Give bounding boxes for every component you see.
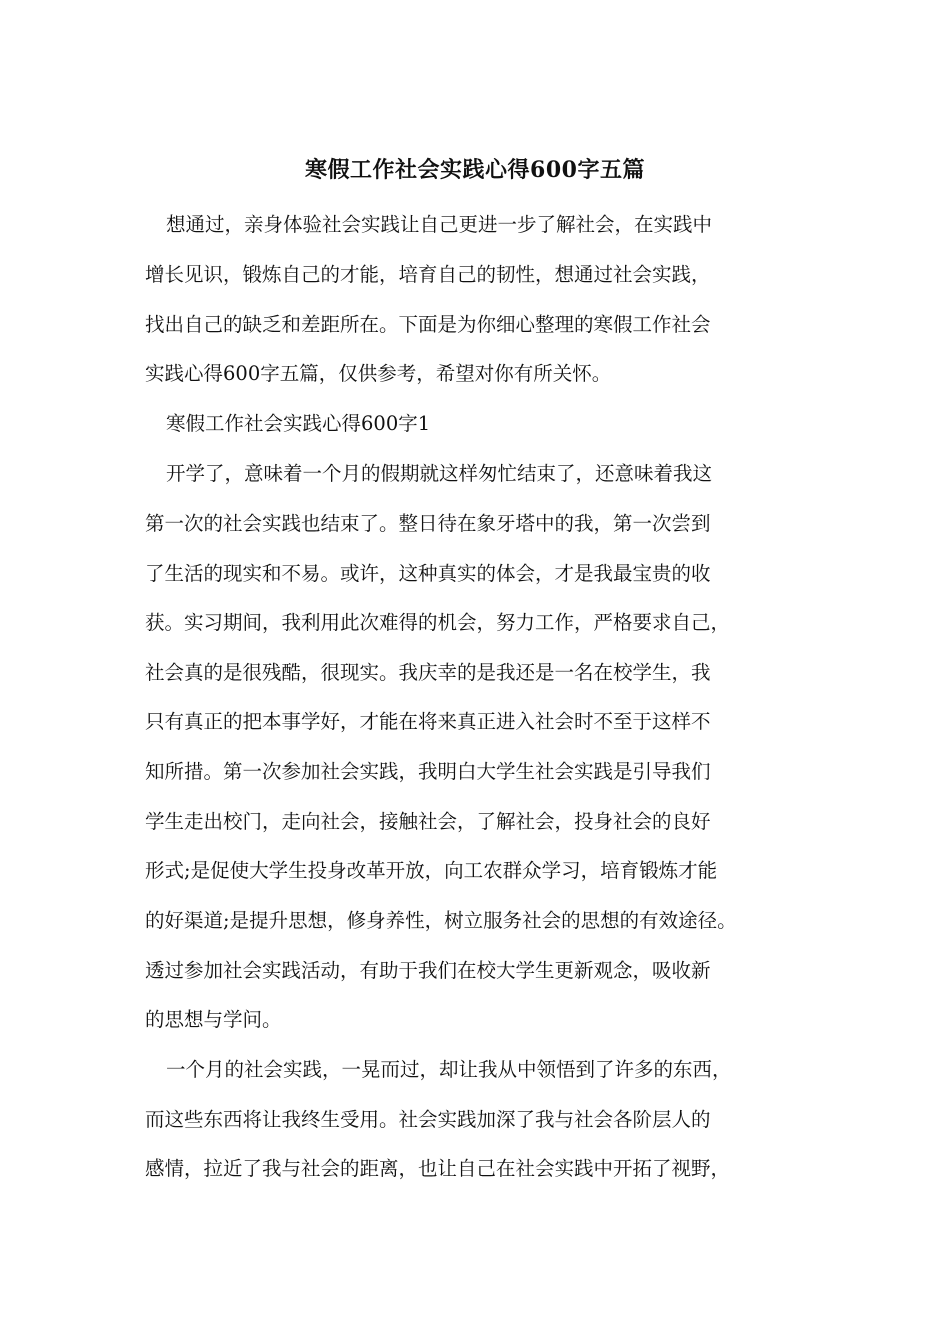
paragraph-line: 的好渠道;是提升思想，修身养性，树立服务社会的思想的有效途径。 [145,909,737,932]
paragraph-line: 开学了，意味着一个月的假期就这样匆忙结束了，还意味着我这 [166,462,713,485]
paragraph-line: 找出自己的缺乏和差距所在。下面是为你细心整理的寒假工作社会 [145,313,711,336]
paragraph-line: 第一次的社会实践也结束了。整日待在象牙塔中的我，第一次尝到 [145,512,711,535]
paragraph-line: 学生走出校门，走向社会，接触社会，了解社会，投身社会的良好 [145,810,711,833]
section-heading: 寒假工作社会实践心得600字1 [166,412,431,435]
paragraph-line: 增长见识，锻炼自己的才能，培育自己的韧性，想通过社会实践， [145,263,711,286]
paragraph-line: 了生活的现实和不易。或许，这种真实的体会，才是我最宝贵的收 [145,562,711,585]
paragraph-line: 形式;是促使大学生投身改革开放，向工农群众学习，培育锻炼才能 [145,859,718,882]
paragraph-line: 获。实习期间，我利用此次难得的机会，努力工作，严格要求自己， [145,611,731,634]
paragraph-line: 的思想与学问。 [145,1008,282,1031]
document-title: 寒假工作社会实践心得600字五篇 [305,157,645,183]
paragraph-line: 只有真正的把本事学好，才能在将来真正进入社会时不至于这样不 [145,710,711,733]
paragraph-line: 透过参加社会实践活动，有助于我们在校大学生更新观念，吸收新 [145,959,711,982]
paragraph-line: 社会真的是很残酷，很现实。我庆幸的是我还是一名在校学生，我 [145,661,711,684]
paragraph-line: 实践心得600字五篇，仅供参考，希望对你有所关怀。 [145,362,612,385]
paragraph-line: 一个月的社会实践，一晃而过，却让我从中领悟到了许多的东西， [166,1058,732,1081]
paragraph-line: 知所措。第一次参加社会实践，我明白大学生社会实践是引导我们 [145,760,711,783]
paragraph-line: 而这些东西将让我终生受用。社会实践加深了我与社会各阶层人的 [145,1108,711,1131]
paragraph-line: 想通过，亲身体验社会实践让自己更进一步了解社会，在实践中 [166,213,713,236]
paragraph-line: 感情，拉近了我与社会的距离，也让自己在社会实践中开拓了视野， [145,1157,731,1180]
